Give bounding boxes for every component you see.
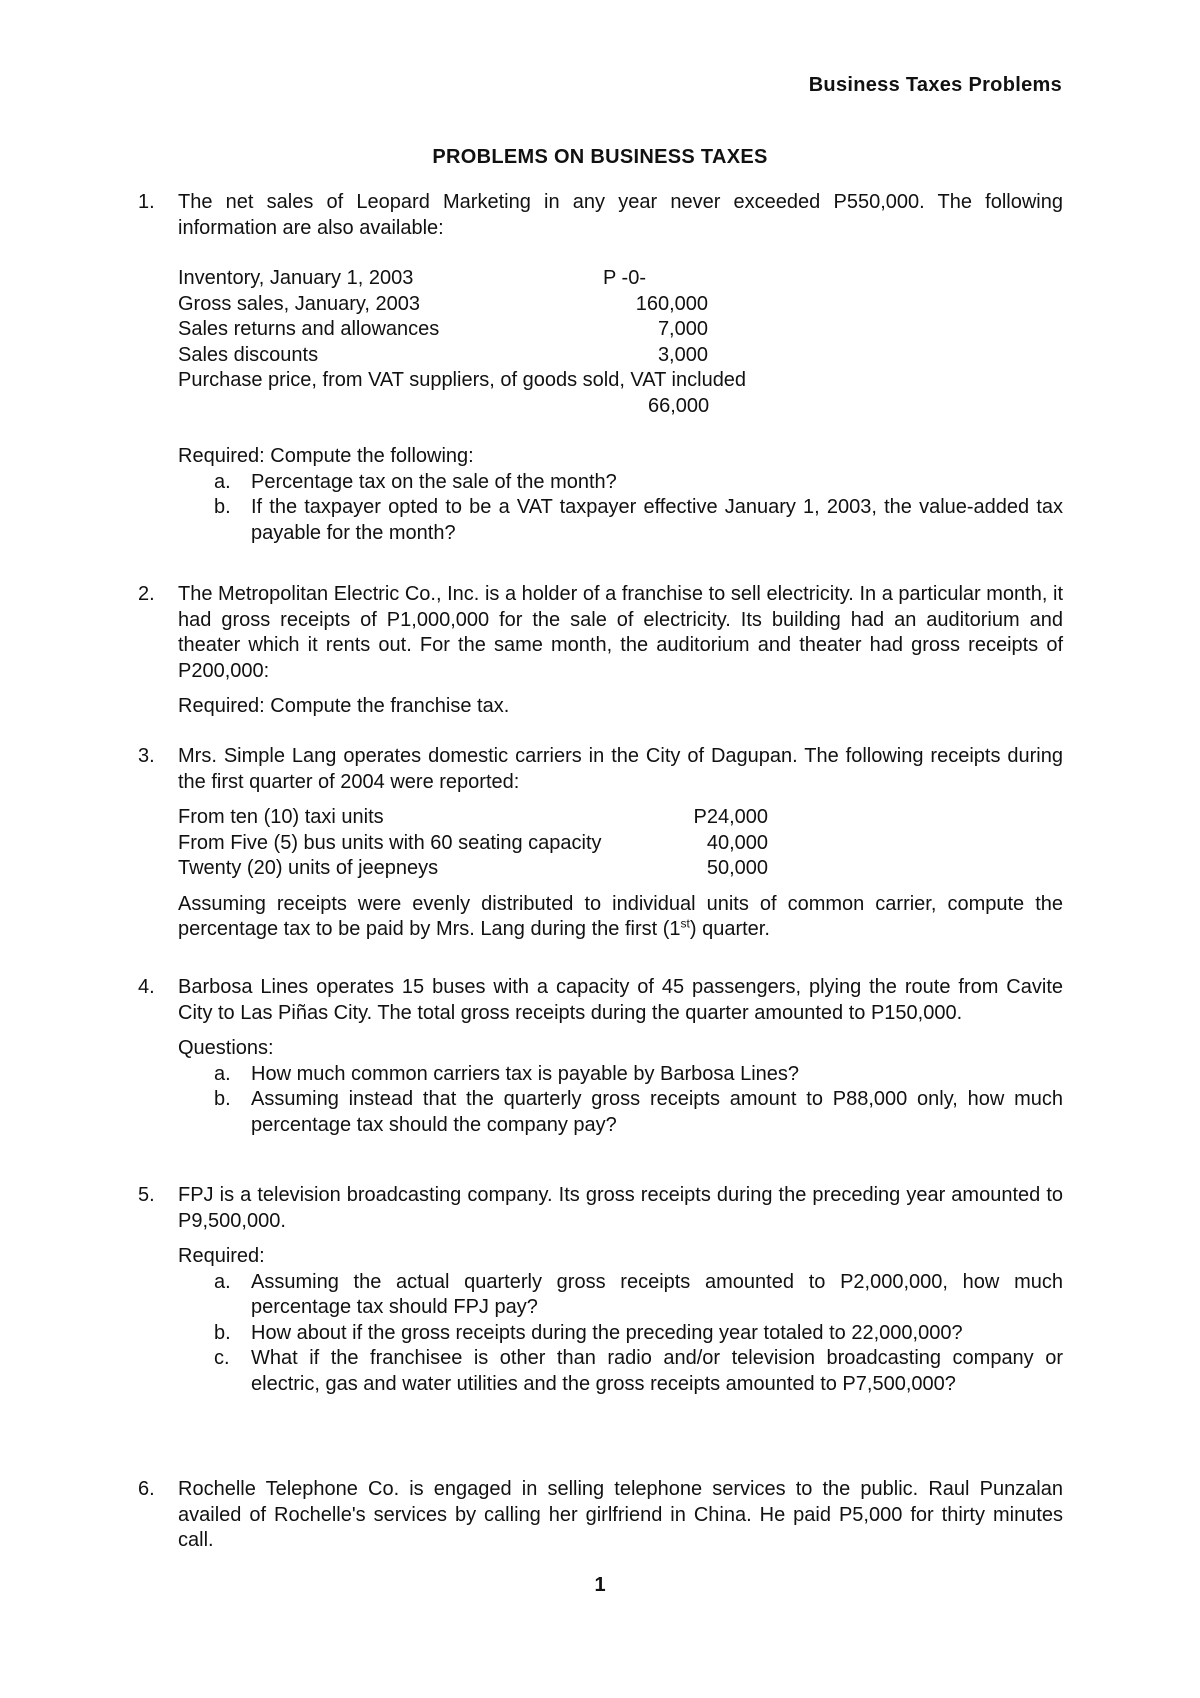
problem-number: 1. xyxy=(138,191,155,213)
problem-text: FPJ is a television broadcasting company. Its gross receipts during the preceding year amounted to P9,500,000. xyxy=(178,1184,1063,1232)
list-item xyxy=(178,495,1063,546)
row-label: From ten (10) taxi units xyxy=(178,806,384,828)
table-row xyxy=(178,317,1063,343)
list-item xyxy=(178,470,1063,496)
problem-2 xyxy=(138,582,1063,720)
problem-text: Barbosa Lines operates 15 buses with a capacity of 45 passengers, plying the route from Cavite City to Las Piñas City. The total gross receipts during the quarter amounted to P150,000. xyxy=(178,976,1063,1024)
required-label: Required: Compute the franchise tax. xyxy=(178,695,510,717)
list-item xyxy=(178,1346,1063,1397)
required-label: Required: xyxy=(178,1245,265,1267)
problem-3 xyxy=(138,744,1063,943)
item-text: What if the franchisee is other than radio and/or television broadcasting company or electric, gas and water utilities and the gross receipts amounted to P7,500,000? xyxy=(251,1347,1063,1395)
row-label: Gross sales, January, 2003 xyxy=(178,292,420,315)
table-row xyxy=(178,292,1063,318)
item-letter: b. xyxy=(214,496,231,518)
problem-text: Rochelle Telephone Co. is engaged in selling telephone services to the public. Raul Punzalan availed of Rochelle's services by calling her girlfriend in China. He paid P5,000 for thirty minutes call. xyxy=(178,1478,1063,1551)
page-title: PROBLEMS ON BUSINESS TAXES xyxy=(432,146,768,168)
item-letter: a. xyxy=(214,470,231,493)
item-letter: c. xyxy=(214,1347,230,1369)
table-row xyxy=(178,368,1063,394)
table-row xyxy=(178,266,1063,292)
table-row xyxy=(178,343,1063,369)
page-number: 1 xyxy=(594,1574,606,1596)
running-header: Business Taxes Problems xyxy=(808,74,1062,96)
item-text: How much common carriers tax is payable by Barbosa Lines? xyxy=(251,1062,800,1085)
list-item xyxy=(178,1321,1063,1347)
row-label: Inventory, January 1, 2003 xyxy=(178,267,414,289)
problem-number: 4. xyxy=(138,976,155,998)
row-amount: 66,000 xyxy=(648,394,710,417)
ordinal-suffix: st xyxy=(680,916,690,931)
required-label: Required: Compute the following: xyxy=(178,445,474,467)
row-amount: 3,000 xyxy=(657,343,708,366)
item-letter: b. xyxy=(214,1321,231,1344)
item-text: Assuming instead that the quarterly gross receipts amount to P88,000 only, how much percentage tax should the company pay? xyxy=(251,1088,1063,1136)
row-amount: 50,000 xyxy=(706,857,768,879)
row-amount: 40,000 xyxy=(706,831,768,854)
item-letter: a. xyxy=(214,1270,231,1293)
list-item xyxy=(178,1270,1063,1321)
problem-number: 6. xyxy=(138,1478,155,1500)
row-amount: 160,000 xyxy=(635,292,708,315)
problem-number: 3. xyxy=(138,745,155,767)
table-row xyxy=(178,856,1063,882)
assumption-end: ) quarter. xyxy=(689,918,770,940)
problem-text: Mrs. Simple Lang operates domestic carriers in the City of Dagupan. The following receipts during the first quarter of 2004 were reported: xyxy=(178,745,1063,793)
list-item xyxy=(178,1087,1063,1138)
item-letter: b. xyxy=(214,1088,231,1110)
problem-6 xyxy=(138,1477,1063,1554)
assumption-text xyxy=(178,892,1063,943)
row-amount: 7,000 xyxy=(657,318,708,340)
assumption-body: Assuming receipts were evenly distributed to individual units of common carrier, compute the percentage tax to be paid by Mrs. Lang during the first (1 xyxy=(178,892,1063,940)
problem-4 xyxy=(138,975,1063,1138)
problem-1 xyxy=(138,190,1063,546)
item-text: Percentage tax on the sale of the month? xyxy=(251,470,617,493)
problem-text: The net sales of Leopard Marketing in any year never exceeded P550,000. The following information are also available: xyxy=(178,191,1063,239)
item-text: Assuming the actual quarterly gross receipts amounted to P2,000,000, how much percentage tax should FPJ pay? xyxy=(251,1270,1063,1318)
problem-5 xyxy=(138,1183,1063,1397)
item-text: If the taxpayer opted to be a VAT taxpayer effective January 1, 2003, the value-added tax payable for the month? xyxy=(251,496,1063,544)
questions-label: Questions: xyxy=(178,1037,274,1059)
problem-text: The Metropolitan Electric Co., Inc. is a holder of a franchise to sell electricity. In a particular month, it had gross receipts of P1,000,000 for the sale of electricity. Its building had an auditorium and theater which it rents out. For the same month, the auditorium and theater had gross receipts of P200,000: xyxy=(178,583,1063,682)
problem-number: 5. xyxy=(138,1184,155,1206)
table-row xyxy=(178,805,1063,831)
row-label: From Five (5) bus units with 60 seating capacity xyxy=(178,831,602,854)
list-item xyxy=(178,1062,1063,1088)
row-label: Sales returns and allowances xyxy=(178,318,440,340)
row-label: Purchase price, from VAT suppliers, of goods sold, VAT included xyxy=(178,369,747,391)
table-row xyxy=(178,831,1063,857)
row-label: Twenty (20) units of jeepneys xyxy=(178,857,439,879)
problem-number: 2. xyxy=(138,583,155,605)
item-letter: a. xyxy=(214,1062,231,1085)
row-amount: P -0- xyxy=(603,267,646,289)
item-text: How about if the gross receipts during the preceding year totaled to 22,000,000? xyxy=(251,1321,963,1344)
row-label: Sales discounts xyxy=(178,343,319,366)
row-amount: P24,000 xyxy=(693,806,768,828)
